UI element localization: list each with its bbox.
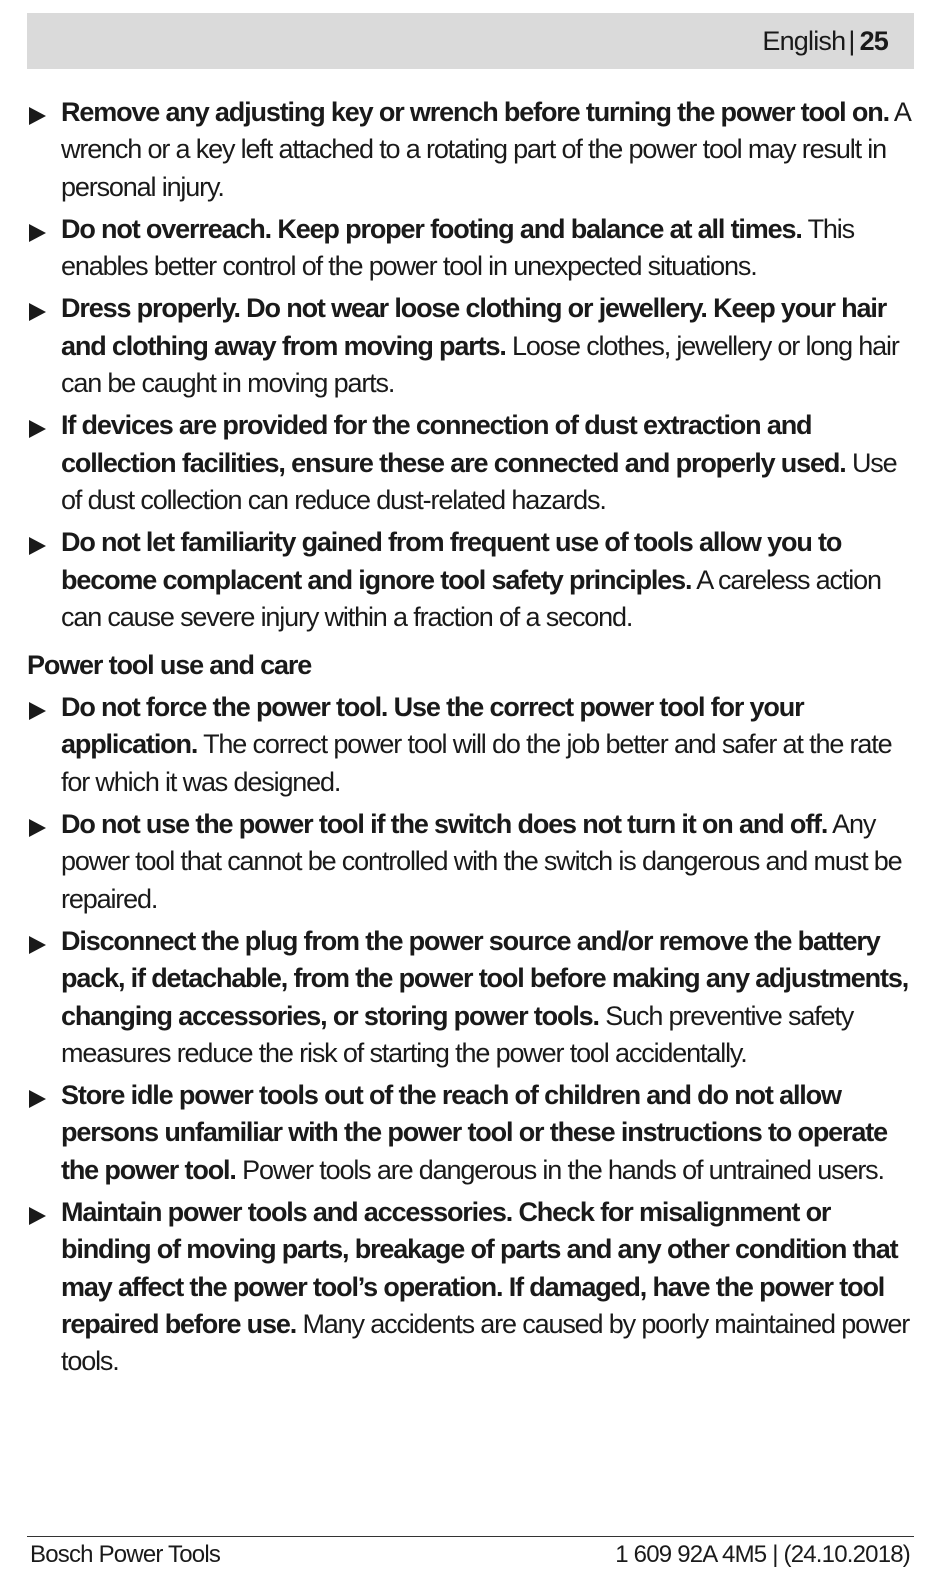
safety-item: [27, 689, 914, 801]
footer-publisher: Bosch Power Tools: [30, 1541, 221, 1568]
bullet-triangle-icon: [29, 1207, 46, 1225]
safety-item: [27, 1077, 914, 1189]
header-text: [762, 25, 888, 57]
page-content: [27, 94, 914, 1386]
safety-item-instruction: Disconnect the plug from the power source and/or remove the battery pack, if detachable, from the power tool before making any adjustments, changing accessories, or storing power tools.: [61, 925, 909, 1031]
bullet-triangle-icon: [29, 107, 46, 125]
safety-item-explanation: A careless action can cause severe injury within a fraction of a second.: [61, 564, 881, 632]
bullet-triangle-icon: [29, 303, 46, 321]
safety-item-explanation: Such preventive safety measures reduce the risk of starting the power tool accidentally.: [61, 1000, 854, 1068]
safety-item: [27, 94, 914, 206]
page-header: [27, 13, 914, 69]
safety-item: [27, 1194, 914, 1380]
bullet-triangle-icon: [29, 537, 46, 555]
bullet-triangle-icon: [29, 936, 46, 954]
safety-item: [27, 524, 914, 636]
page-number: 25: [859, 26, 888, 56]
footer-document-id: 1 609 92A 4M5 | (24.10.2018): [615, 1541, 910, 1568]
safety-item-explanation: Loose clothes, jewellery or long hair can be caught in moving parts.: [61, 330, 899, 399]
footer-divider: [27, 1536, 914, 1537]
section-heading: Power tool use and care: [27, 650, 312, 681]
safety-item-explanation: Power tools are dangerous in the hands of untrained users.: [242, 1154, 884, 1185]
safety-item-explanation: The correct power tool will do the job better and safer at the rate for which it was designed.: [61, 729, 892, 797]
bullet-triangle-icon: [29, 224, 46, 242]
safety-item-explanation: Any power tool that cannot be controlled with the switch is dangerous and must be repaired.: [61, 809, 902, 914]
bullet-triangle-icon: [29, 420, 46, 438]
safety-item-explanation: A wrench or a key left attached to a rotating part of the power tool may result in personal injury.: [61, 97, 910, 202]
header-separator: |: [848, 26, 855, 56]
safety-item: [27, 806, 914, 918]
bullet-triangle-icon: [29, 1090, 46, 1108]
safety-item-instruction: Do not overreach. Keep proper footing and balance at all times.: [61, 213, 802, 244]
safety-item-explanation: This enables better control of the power tool in unexpected situations.: [61, 213, 855, 282]
safety-item-instruction: Remove any adjusting key or wrench before turning the power tool on.: [61, 97, 889, 127]
bullet-triangle-icon: [29, 702, 46, 720]
safety-item-instruction: Do not use the power tool if the switch does not turn it on and off.: [61, 809, 828, 840]
safety-item: [27, 290, 914, 402]
safety-item-instruction: Maintain power tools and accessories. Check for misalignment or binding of moving parts, breakage of parts and any other condition that may affect the power tool’s operation. If damaged, have the power tool repaired before use.: [61, 1197, 898, 1339]
header-language: English: [762, 26, 846, 56]
safety-item: [27, 923, 914, 1072]
safety-item-instruction: Store idle power tools out of the reach of children and do not allow persons unfamiliar with the power tool or these instructions to operate the power tool.: [61, 1080, 887, 1185]
safety-item-instruction: If devices are provided for the connection of dust extraction and collection facilities, ensure these are connected and properly used.: [61, 410, 846, 478]
safety-item: [27, 407, 914, 519]
safety-item-explanation: Use of dust collection can reduce dust-related hazards.: [61, 447, 897, 515]
safety-item-explanation: Many accidents are caused by poorly maintained power tools.: [61, 1308, 910, 1377]
bullet-triangle-icon: [29, 819, 46, 837]
safety-item-instruction: Do not let familiarity gained from frequent use of tools allow you to become complacent and ignore tool safety principles.: [61, 527, 842, 595]
safety-item-instruction: Do not force the power tool. Use the correct power tool for your application.: [61, 692, 804, 760]
safety-item-instruction: Dress properly. Do not wear loose clothing or jewellery. Keep your hair and clothing away from moving parts.: [61, 293, 887, 361]
safety-item: [27, 211, 914, 286]
